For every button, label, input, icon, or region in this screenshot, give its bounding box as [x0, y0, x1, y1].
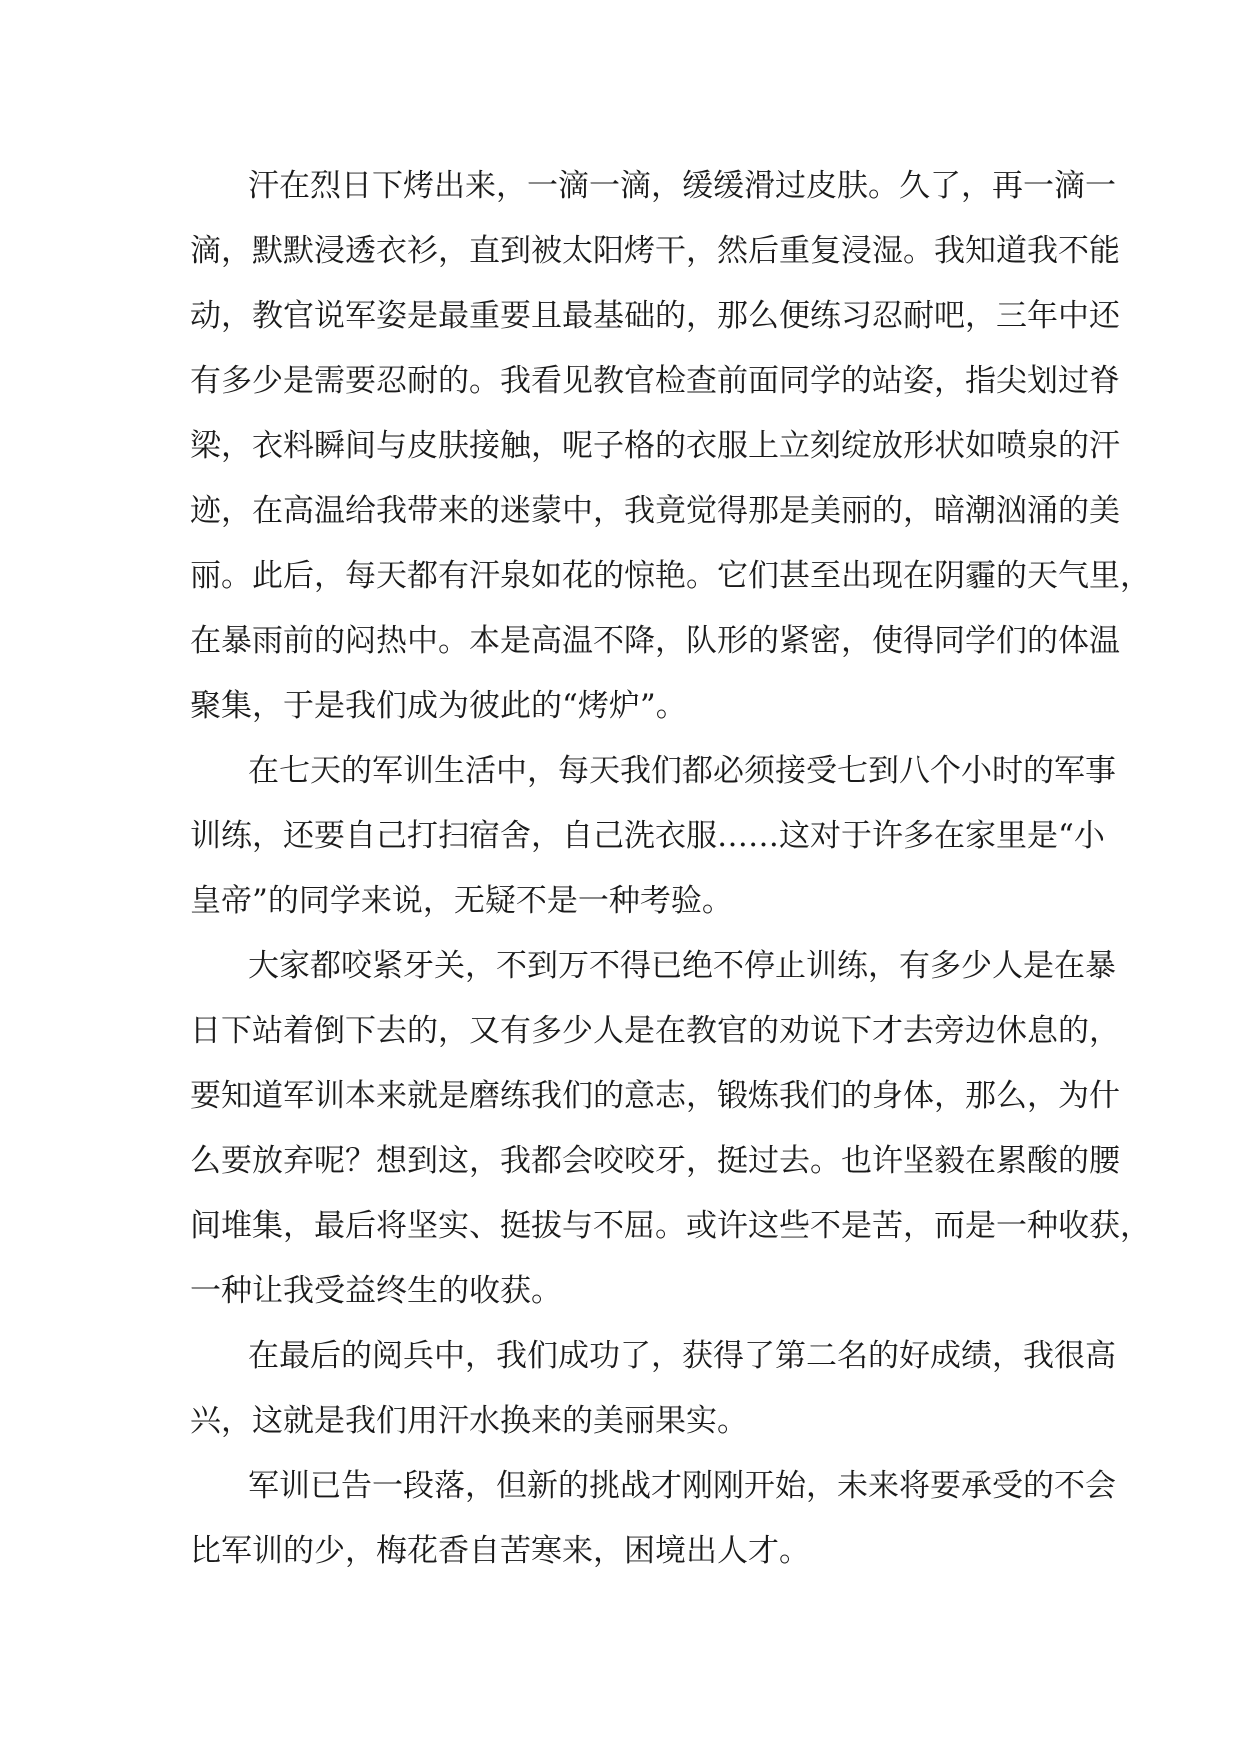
text-line: 有多少是需要忍耐的。我看见教官检查前面同学的站姿，指尖划过脊 — [190, 363, 1120, 399]
document-body — [190, 154, 1151, 1584]
text-line: 在最后的阅兵中，我们成功了，获得了第二名的好成绩，我很高 — [248, 1338, 1116, 1374]
text-line: 动，教官说军姿是最重要且最基础的，那么便练习忍耐吧，三年中还 — [190, 298, 1120, 334]
paragraph-5 — [190, 1454, 1116, 1584]
text-line: 迹，在高温给我带来的迷蒙中，我竟觉得那是美丽的，暗潮汹涌的美 — [190, 493, 1120, 529]
text-line: 聚集，于是我们成为彼此的“烤炉”。 — [190, 688, 687, 724]
text-line: 军训已告一段落，但新的挑战才刚刚开始，未来将要承受的不会 — [248, 1468, 1116, 1504]
text-line: 丽。此后，每天都有汗泉如花的惊艳。它们甚至出现在阴霾的天气里， — [190, 558, 1151, 594]
text-line: 在七天的军训生活中，每天我们都必须接受七到八个小时的军事 — [248, 753, 1116, 789]
text-line: 皇帝”的同学来说，无疑不是一种考验。 — [190, 883, 733, 919]
paragraph-3 — [190, 934, 1151, 1324]
text-line: 汗在烈日下烤出来，一滴一滴，缓缓滑过皮肤。久了，再一滴一 — [248, 168, 1116, 204]
text-line: 在暴雨前的闷热中。本是高温不降，队形的紧密，使得同学们的体温 — [190, 623, 1120, 659]
text-line: 兴，这就是我们用汗水换来的美丽果实。 — [190, 1403, 748, 1439]
text-line: 日下站着倒下去的，又有多少人是在教官的劝说下才去旁边休息的， — [190, 1013, 1120, 1049]
text-line: 么要放弃呢？想到这，我都会咬咬牙，挺过去。也许坚毅在累酸的腰 — [190, 1143, 1120, 1179]
paragraph-4 — [190, 1324, 1116, 1454]
text-line: 滴，默默浸透衣衫，直到被太阳烤干，然后重复浸湿。我知道我不能 — [190, 233, 1120, 269]
text-line: 要知道军训本来就是磨练我们的意志，锻炼我们的身体，那么，为什 — [190, 1078, 1120, 1114]
paragraph-2 — [190, 739, 1116, 934]
text-line: 大家都咬紧牙关，不到万不得已绝不停止训练，有多少人是在暴 — [248, 948, 1116, 984]
text-line: 梁，衣料瞬间与皮肤接触，呢子格的衣服上立刻绽放形状如喷泉的汗 — [190, 428, 1120, 464]
text-line: 间堆集，最后将坚实、挺拔与不屈。或许这些不是苦，而是一种收获， — [190, 1208, 1151, 1244]
paragraph-1 — [190, 154, 1151, 739]
text-line: 一种让我受益终生的收获。 — [190, 1273, 562, 1309]
text-line: 比军训的少，梅花香自苦寒来，困境出人才。 — [190, 1533, 810, 1569]
text-line: 训练，还要自己打扫宿舍，自己洗衣服……这对于许多在家里是“小 — [190, 818, 1105, 854]
